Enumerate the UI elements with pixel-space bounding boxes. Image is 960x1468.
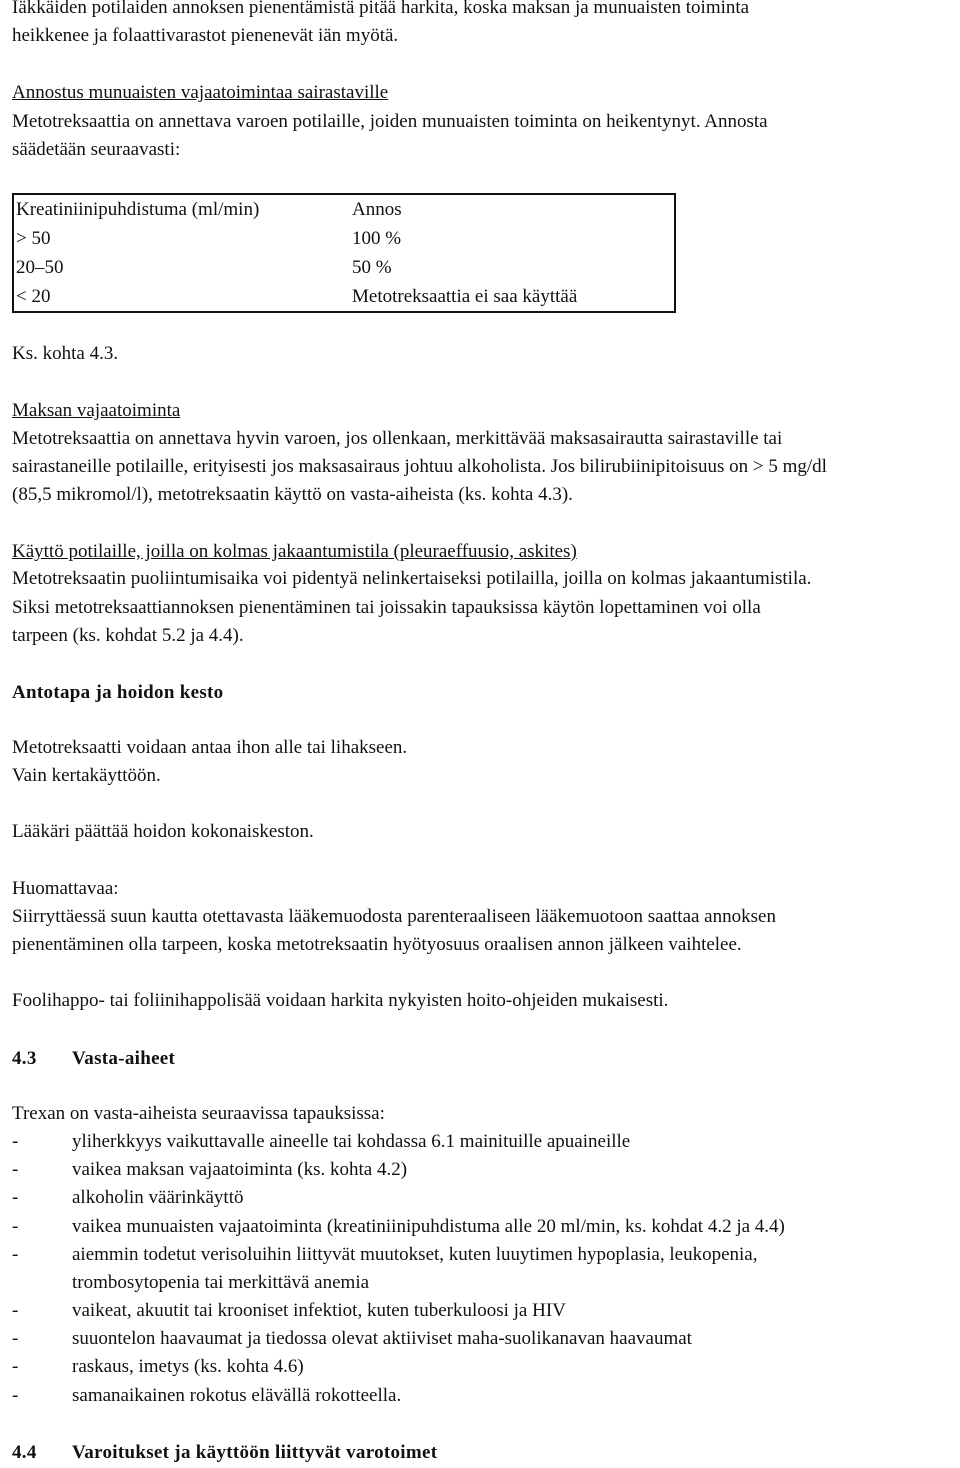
folic-acid-line: Foolihappo- tai foliinihappolisää voidaan harkita nykyisten hoito-ohjeiden mukaisesti.	[12, 990, 669, 1011]
list-bullet: -	[12, 1385, 19, 1406]
list-item	[12, 1186, 958, 1214]
hepatic-line-2: sairastaneille potilaille, erityisesti jos maksasairaus johtuu alkoholista. Jos bilirubiinipitoisuus on > 5 mg/dl	[12, 456, 827, 477]
third-space-line-1: Metotreksaatin puoliintumisaika voi pidentyä nelinkertaiseksi potilailla, joilla on kolmas jakaantumistila.	[12, 568, 812, 589]
table-row	[13, 253, 675, 282]
admin-line-1: Metotreksaatti voidaan antaa ihon alle tai lihakseen.	[12, 737, 408, 758]
intro-line-1: Iäkkäiden potilaiden annoksen pienentämistä pitää harkita, koska maksan ja munuaisten toiminta	[12, 0, 750, 18]
list-item-text: aiemmin todetut verisoluihin liittyvät muutokset, kuten luuytimen hypoplasia, leukopenia,	[72, 1244, 758, 1265]
list-item	[12, 1299, 958, 1327]
note-line-1: Siirryttäessä suun kautta otettavasta lääkemuodosta parenteraaliseen lääkemuotoon saattaa annoksen	[12, 906, 776, 927]
renal-reference: Ks. kohta 4.3.	[12, 343, 119, 364]
table-row	[13, 224, 675, 253]
list-item-text: yliherkkyys vaikuttavalle aineelle tai kohdassa 6.1 mainituille apuaineille	[72, 1131, 631, 1152]
list-item-text: alkoholin väärinkäyttö	[72, 1187, 244, 1208]
list-item-continuation	[12, 1271, 958, 1299]
admin-line-2: Vain kertakäyttöön.	[12, 765, 161, 786]
hepatic-heading: Maksan vajaatoiminta	[12, 400, 181, 421]
list-item	[12, 1158, 958, 1186]
list-bullet: -	[12, 1187, 19, 1208]
table-header-row	[13, 194, 675, 224]
list-item	[12, 1355, 958, 1383]
list-item	[12, 1327, 958, 1355]
section-4-3-heading	[12, 1047, 175, 1071]
section-number: 4.4	[12, 1442, 37, 1463]
dose-table	[12, 193, 676, 313]
table-cell: < 20	[16, 286, 51, 307]
third-space-heading: Käyttö potilaille, joilla on kolmas jakaantumistila (pleuraeffuusio, askites)	[12, 541, 577, 562]
list-item-text: vaikeat, akuutit tai krooniset infektiot, kuten tuberkuloosi ja HIV	[72, 1300, 566, 1321]
list-item	[12, 1130, 958, 1158]
note-heading: Huomattavaa:	[12, 878, 119, 899]
list-bullet: -	[12, 1244, 19, 1265]
list-bullet: -	[12, 1356, 19, 1377]
list-item	[12, 1384, 958, 1412]
section-number: 4.3	[12, 1048, 37, 1069]
section-title: Vasta-aiheet	[72, 1048, 176, 1069]
table-cell: Metotreksaattia ei saa käyttää	[352, 286, 578, 307]
hepatic-line-1: Metotreksaattia on annettava hyvin varoen, jos ollenkaan, merkittävää maksasairautta sairastaville tai	[12, 428, 783, 449]
section-4-4-heading	[12, 1441, 437, 1465]
list-bullet: -	[12, 1300, 19, 1321]
table-header-dose: Annos	[352, 199, 402, 220]
list-bullet: -	[12, 1131, 19, 1152]
list-item	[12, 1243, 958, 1271]
intro-line-2: heikkenee ja folaattivarastot pienenevät iän myötä.	[12, 25, 399, 46]
list-item-text: trombosytopenia tai merkittävä anemia	[72, 1272, 370, 1293]
table-header-clearance: Kreatiniinipuhdistuma (ml/min)	[16, 199, 260, 220]
list-bullet: -	[12, 1216, 19, 1237]
third-space-line-3: tarpeen (ks. kohdat 5.2 ja 4.4).	[12, 625, 244, 646]
list-item-text: vaikea munuaisten vajaatoiminta (kreatiniinipuhdistuma alle 20 ml/min, ks. kohdat 4.2 ja 4.4)	[72, 1216, 785, 1237]
contraindications-intro: Trexan on vasta-aiheista seuraavissa tapauksissa:	[12, 1103, 385, 1124]
list-item-text: raskaus, imetys (ks. kohta 4.6)	[72, 1356, 304, 1377]
admin-heading: Antotapa ja hoidon kesto	[12, 682, 224, 703]
section-title: Varoitukset ja käyttöön liittyvät varotoimet	[72, 1442, 438, 1463]
table-cell: 100 %	[352, 228, 402, 249]
list-item-text: vaikea maksan vajaatoiminta (ks. kohta 4.2)	[72, 1159, 408, 1180]
renal-line-1: Metotreksaattia on annettava varoen potilaille, joiden munuaisten toiminta on heikentynyt. Annosta	[12, 111, 768, 132]
table-cell: > 50	[16, 228, 51, 249]
list-bullet: -	[12, 1328, 19, 1349]
note-line-2: pienentäminen olla tarpeen, koska metotreksaatin hyötyosuus oraalisen annon jälkeen vaihtelee.	[12, 934, 742, 955]
renal-line-2: säädetään seuraavasti:	[12, 139, 181, 160]
admin-line-3: Lääkäri päättää hoidon kokonaiskeston.	[12, 821, 314, 842]
list-item-text: samanaikainen rokotus elävällä rokotteella.	[72, 1385, 402, 1406]
list-item	[12, 1215, 958, 1243]
list-bullet: -	[12, 1159, 19, 1180]
list-item-text: suuontelon haavaumat ja tiedossa olevat aktiiviset maha-suolikanavan haavaumat	[72, 1328, 692, 1349]
table-cell: 50 %	[352, 257, 392, 278]
renal-heading: Annostus munuaisten vajaatoimintaa sairastaville	[12, 82, 389, 103]
hepatic-line-3: (85,5 mikromol/l), metotreksaatin käyttö on vasta-aiheista (ks. kohta 4.3).	[12, 484, 573, 505]
table-row	[13, 282, 675, 312]
third-space-line-2: Siksi metotreksaattiannoksen pienentäminen tai joissakin tapauksissa käytön lopettaminen voi olla	[12, 597, 761, 618]
table-cell: 20–50	[16, 257, 64, 278]
